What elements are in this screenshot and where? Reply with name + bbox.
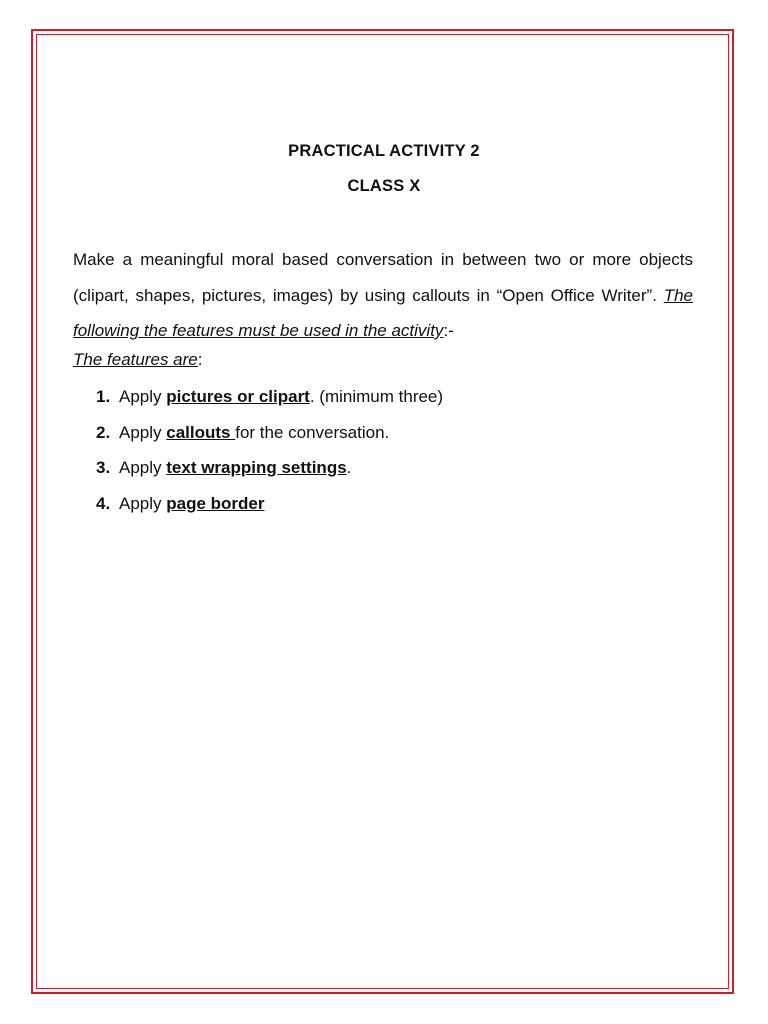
features-heading-suffix: : [197,350,203,369]
features-list [96,385,443,527]
list-item [96,385,443,421]
list-item-keyword: text wrapping settings [166,458,347,477]
list-item-prefix: Apply [119,387,167,406]
list-item-suffix: for the conversation. [235,422,390,442]
list-item-suffix: . [346,458,352,477]
list-item-number: 1. [96,387,111,406]
list-item-keyword: page border [166,493,265,513]
document-subtitle: CLASS X [347,177,421,195]
list-item [96,492,443,528]
list-item-suffix: . (minimum three) [309,387,444,406]
list-item-number: 2. [96,422,111,442]
list-item-keyword: callouts [166,422,236,442]
list-item-keyword: pictures or clipart [166,387,310,406]
list-item [96,421,443,457]
list-item-prefix: Apply [119,493,167,513]
document-title: PRACTICAL ACTIVITY 2 [288,142,480,160]
list-item [96,456,443,492]
instruction-suffix: :- [443,321,454,340]
list-item-prefix: Apply [119,458,167,477]
instruction-emphasis: The following the features must be used in the activity [73,285,693,340]
list-item-number: 4. [96,493,111,513]
list-item-prefix: Apply [119,422,167,442]
features-heading-text: The features are [73,350,198,369]
instruction-text: Make a meaningful moral based conversation in between two or more objects (clipart, shapes, pictures, images) by using callouts in “Open Office Writer”. [73,250,693,305]
instruction-paragraph [73,242,693,349]
features-heading [73,348,202,372]
list-item-number: 3. [96,458,111,477]
